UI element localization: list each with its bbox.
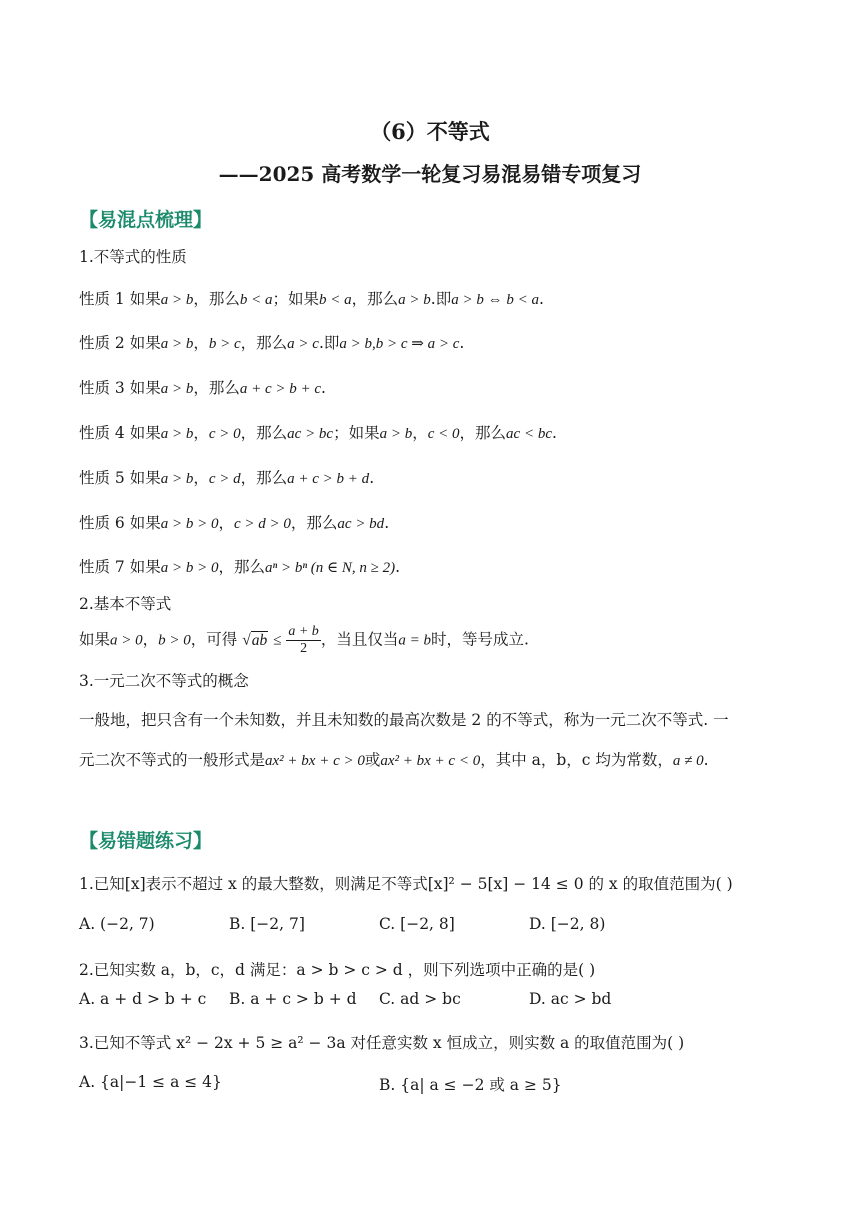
q2-option-a[interactable]: A. a + d > b + c: [79, 990, 207, 1008]
property-4: 性质 4 如果a > b，c > 0，那么ac > bc；如果a > b，c < 0，那么ac < bc.: [79, 424, 557, 442]
property-1: 性质 1 如果a > b，那么b < a；如果b < a，那么a > b.即a > b ⇔ b < a.: [79, 290, 544, 308]
q2-option-b[interactable]: B. a + c > b + d: [229, 990, 357, 1008]
property-2: 性质 2 如果a > b，b > c，那么a > c.即a > b,b > c ⇒ a > c.: [79, 334, 465, 352]
property-3: 性质 3 如果a > b，那么a + c > b + c.: [79, 379, 326, 397]
q3-option-a[interactable]: A. {a|−1 ≤ a ≤ 4}: [79, 1073, 222, 1091]
question-2-stem: 2.已知实数 a，b，c，d 满足：a > b > c > d ，则下列选项中正确的是( ): [79, 961, 596, 979]
q1-option-a[interactable]: A. (−2, 7): [79, 915, 155, 933]
fraction-a-plus-b-over-2: $\frac{a + b}{2}$: [288, 624, 319, 656]
q1-option-c[interactable]: C. [−2, 8]: [379, 915, 455, 933]
property-6: 性质 6 如果a > b > 0，c > d > 0，那么ac > bd.: [79, 514, 390, 532]
section-heading-confusion-points: 【易混点梳理】: [79, 209, 213, 231]
q1-option-d[interactable]: D. [−2, 8): [529, 915, 606, 933]
heading-quadratic-inequality: 3.一元二次不等式的概念: [79, 672, 249, 690]
quadratic-definition-line-1: 一般地，把只含有一个未知数，并且未知数的最高次数是 2 的不等式，称为一元二次不等式. 一: [79, 711, 729, 729]
sqrt-expression: √ab: [242, 631, 268, 649]
page-subtitle: ——2025 高考数学一轮复习易混易错专项复习: [218, 162, 642, 186]
q2-option-c[interactable]: C. ad > bc: [379, 990, 461, 1008]
q3-option-b[interactable]: B. {a| a ≤ −2 或 a ≥ 5}: [379, 1076, 562, 1094]
basic-inequality-statement: 如果a > 0，b > 0，可得 √ab ≤ $\frac{a + b}{2}$ ，当且仅当a = b时，等号成立.: [79, 624, 529, 656]
heading-basic-inequality: 2.基本不等式: [79, 595, 172, 613]
property-7: 性质 7 如果a > b > 0，那么aⁿ > bⁿ (n ∈ N, n ≥ 2).: [79, 558, 401, 576]
q2-option-d[interactable]: D. ac > bd: [529, 990, 612, 1008]
section-heading-error-practice: 【易错题练习】: [79, 830, 213, 852]
q1-option-b[interactable]: B. [−2, 7]: [229, 915, 305, 933]
question-1-stem: 1.已知[x]表示不超过 x 的最大整数，则满足不等式[x]² − 5[x] − 14 ≤ 0 的 x 的取值范围为( ): [79, 875, 733, 893]
heading-inequality-properties: 1.不等式的性质: [79, 248, 187, 266]
quadratic-definition-line-2: 元二次不等式的一般形式是ax² + bx + c > 0或ax² + bx + c < 0，其中 a，b，c 均为常数，a ≠ 0.: [79, 751, 709, 769]
property-5: 性质 5 如果a > b，c > d，那么a + c > b + d.: [79, 469, 375, 487]
question-3-stem: 3.已知不等式 x² − 2x + 5 ≥ a² − 3a 对任意实数 x 恒成立，则实数 a 的取值范围为( ): [79, 1034, 685, 1052]
page-title: （6）不等式: [370, 119, 490, 144]
